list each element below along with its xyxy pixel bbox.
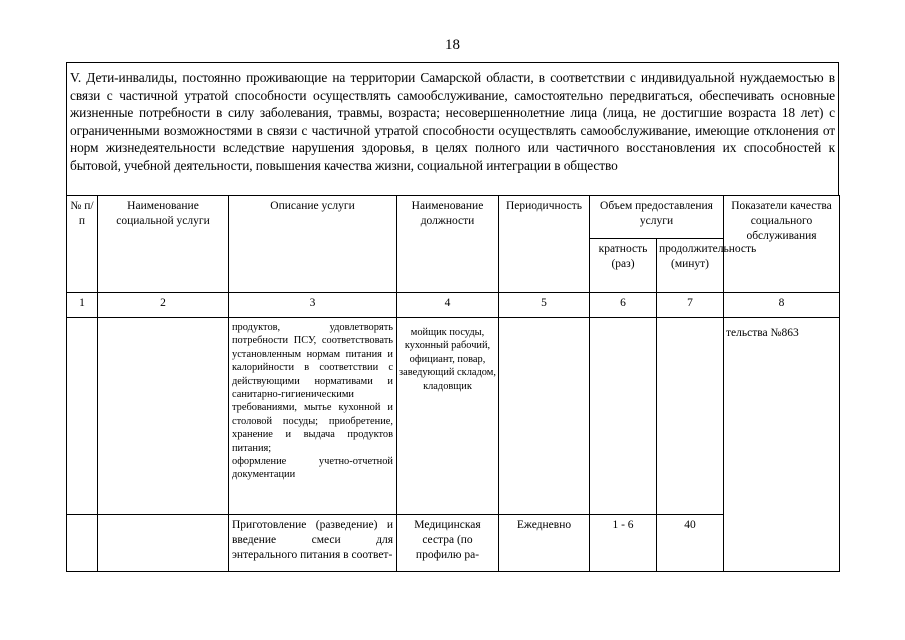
row-duration: 40 [657,515,724,572]
column-number: 4 [397,293,499,318]
page-number: 18 [445,37,460,53]
row-multiplicity: 1 - 6 [590,515,657,572]
section-heading: V. Дети-инвалиды, постоянно проживающие на территории Самарской области, в соответствии с индивидуальной нуждаемостью в связи с частичной утратой способности осуществлять самообслуживание, самостоятельно передвигаться, обеспечивать основные жизненные потребности в силу заболевания, травмы, возраста; несовершеннолетние лица (лица, не достигшие возраста 18 лет) с ограниченными возможностями в связи с частичной утратой способности осуществлять самообслуживание, имеющие отклонения от норм жизнедеятельности вследствие нарушения здоровья, в целях полного или частичного восстановления их способностей к бытовой, учебной деятельности, повышения качества жизни, социальной интеграции в общество [66,62,839,196]
header-row [67,196,840,239]
header-volume: Объем предоставления услуги [590,196,724,239]
column-number: 2 [98,293,229,318]
row-service-name [98,318,229,515]
row-duration [657,318,724,515]
header-multiplicity: кратность (раз) [590,239,657,293]
row-description-extra: оформление учетно-отчетной документации [232,456,393,481]
row-periodicity: Ежедневно [499,515,590,572]
header-periodicity: Периодичность [499,196,590,293]
row-description-main: продуктов, удовлетворять потребности ПСУ, соответствовать установленным нормам питания и калорийности в соответствии с действующими нормативами и санитарно-гигиеническими требованиями, мытье кухонной и столовой посуды; приобретение, хранение и выдача продуктов питания; [232,322,393,454]
column-number: 3 [229,293,397,318]
header-position: Наименование должности [397,196,499,293]
table-row [67,318,840,515]
row-periodicity [499,318,590,515]
row-num [67,515,98,572]
column-number: 8 [724,293,840,318]
header-num: № п/п [67,196,98,293]
row-position: Медицинская сестра (по профилю ра- [397,515,499,572]
header-quality: Показатели качества социального обслуживания [724,196,840,293]
header-service-name: Наименование социальной услуги [98,196,229,293]
row-description [229,318,397,515]
column-number: 1 [67,293,98,318]
row-description: Приготовление (разведение) и введение смеси для энтерального питания в соответ- [229,515,397,572]
services-table [66,195,840,572]
column-number-row [67,293,840,318]
column-number: 5 [499,293,590,318]
row-num [67,318,98,515]
column-number: 6 [590,293,657,318]
column-number: 7 [657,293,724,318]
row-service-name [98,515,229,572]
row-quality: тельства №863 [724,318,840,572]
row-position: мойщик посуды, кухонный рабочий, официант, повар, заведующий складом, кладовщик [397,318,499,515]
header-duration: продолжительность (минут) [657,239,724,293]
row-multiplicity [590,318,657,515]
header-description: Описание услуги [229,196,397,293]
